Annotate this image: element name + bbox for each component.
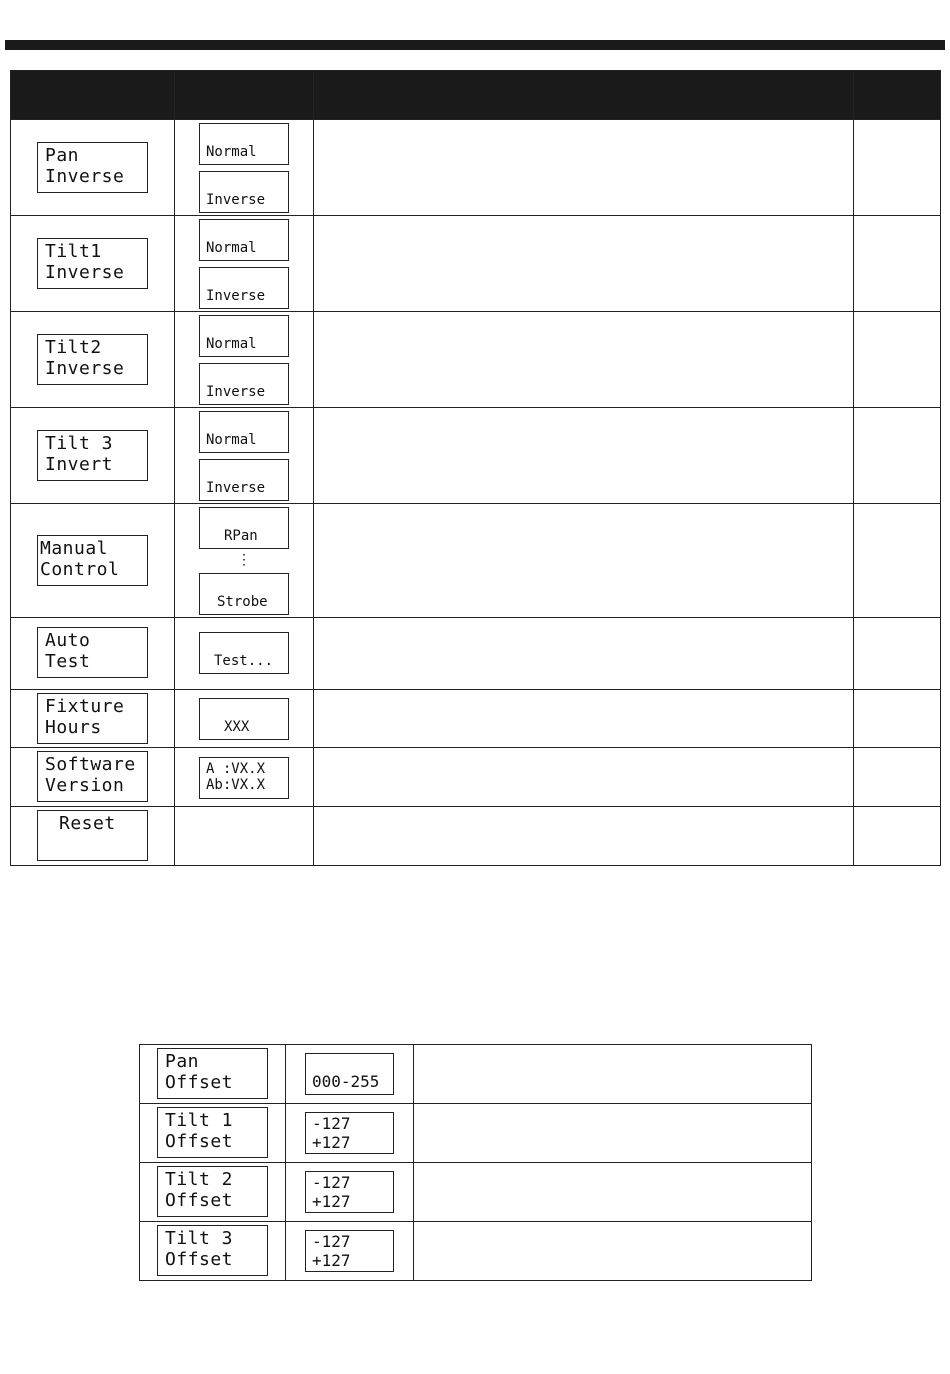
option-cell [175, 807, 314, 866]
lcd-menu-display[interactable]: Tilt1 Inverse [37, 238, 148, 289]
description-cell [414, 1163, 812, 1222]
value-cell [286, 1163, 414, 1222]
menu-cell [11, 807, 175, 866]
table-row [11, 618, 941, 690]
lcd-option-display[interactable]: RPan [199, 507, 289, 549]
header-cell [314, 71, 854, 120]
menu-cell [11, 618, 175, 690]
lcd-menu-display[interactable]: Software Version [37, 751, 148, 802]
lcd-option-display[interactable]: A :VX.X Ab:VX.X [199, 757, 289, 799]
lcd-menu-display[interactable]: Pan Offset [157, 1048, 268, 1099]
table-row [11, 748, 941, 807]
lcd-menu-display[interactable]: Tilt 2 Offset [157, 1166, 268, 1217]
description-cell [314, 312, 854, 408]
option-cell [175, 408, 314, 504]
menu-table-header [11, 71, 941, 120]
default-cell [854, 690, 941, 748]
option-cell [175, 618, 314, 690]
top-rule [5, 40, 945, 50]
menu-cell [11, 690, 175, 748]
lcd-option-display[interactable]: Strobe [199, 573, 289, 615]
lcd-option-display[interactable]: Inverse [199, 267, 289, 309]
menu-cell [11, 120, 175, 216]
description-cell [314, 690, 854, 748]
ellipsis-icon: ⋮ [237, 552, 251, 568]
lcd-option-display[interactable]: Normal [199, 411, 289, 453]
table-row [11, 807, 941, 866]
default-cell [854, 120, 941, 216]
value-cell [286, 1104, 414, 1163]
lcd-menu-display[interactable]: Tilt 3 Invert [37, 430, 148, 481]
lcd-option-display[interactable]: Normal [199, 315, 289, 357]
menu-cell [140, 1222, 286, 1281]
description-cell [314, 408, 854, 504]
menu-table [10, 70, 941, 866]
lcd-option-display[interactable]: Inverse [199, 459, 289, 501]
default-cell [854, 748, 941, 807]
table-row [11, 120, 941, 216]
description-cell [314, 120, 854, 216]
option-cell [175, 748, 314, 807]
description-cell [414, 1045, 812, 1104]
table-row [140, 1222, 812, 1281]
default-cell [854, 504, 941, 618]
lcd-value-display[interactable]: 000-255 [305, 1053, 394, 1095]
value-cell [286, 1222, 414, 1281]
lcd-value-display[interactable]: -127 +127 [305, 1171, 394, 1213]
lcd-menu-display[interactable]: Auto Test [37, 627, 148, 678]
lcd-option-display[interactable]: Inverse [199, 171, 289, 213]
menu-cell [11, 748, 175, 807]
default-cell [854, 618, 941, 690]
lcd-option-display[interactable]: XXX [199, 698, 289, 740]
menu-cell [140, 1045, 286, 1104]
lcd-menu-display[interactable]: Reset [37, 810, 148, 861]
menu-cell [11, 312, 175, 408]
description-cell [314, 618, 854, 690]
header-cell [175, 71, 314, 120]
table-row [140, 1163, 812, 1222]
menu-cell [11, 408, 175, 504]
table-row [11, 408, 941, 504]
lcd-option-display[interactable]: Normal [199, 219, 289, 261]
lcd-menu-display[interactable]: Fixture Hours [37, 693, 148, 744]
lcd-option-display[interactable]: Test... [199, 632, 289, 674]
table-row [11, 312, 941, 408]
menu-cell [11, 216, 175, 312]
menu-cell [140, 1104, 286, 1163]
lcd-menu-display[interactable]: Tilt 3 Offset [157, 1225, 268, 1276]
menu-cell [140, 1163, 286, 1222]
default-cell [854, 312, 941, 408]
lcd-option-display[interactable]: Inverse [199, 363, 289, 405]
option-cell [175, 312, 314, 408]
description-cell [314, 807, 854, 866]
option-cell [175, 120, 314, 216]
lcd-value-display[interactable]: -127 +127 [305, 1230, 394, 1272]
offset-table [139, 1044, 812, 1281]
option-cell [175, 504, 314, 618]
header-cell [11, 71, 175, 120]
description-cell [314, 216, 854, 312]
header-cell [854, 71, 941, 120]
lcd-menu-display[interactable]: Pan Inverse [37, 142, 148, 193]
table-row [140, 1104, 812, 1163]
lcd-menu-display[interactable]: Manual Control [37, 535, 148, 586]
table-row [140, 1045, 812, 1104]
lcd-option-display[interactable]: Normal [199, 123, 289, 165]
default-cell [854, 807, 941, 866]
default-cell [854, 216, 941, 312]
table-row [11, 690, 941, 748]
description-cell [314, 504, 854, 618]
table-row [11, 504, 941, 618]
menu-cell [11, 504, 175, 618]
description-cell [414, 1222, 812, 1281]
table-row [11, 216, 941, 312]
description-cell [314, 748, 854, 807]
option-cell [175, 216, 314, 312]
value-cell [286, 1045, 414, 1104]
lcd-menu-display[interactable]: Tilt2 Inverse [37, 334, 148, 385]
description-cell [414, 1104, 812, 1163]
lcd-menu-display[interactable]: Tilt 1 Offset [157, 1107, 268, 1158]
default-cell [854, 408, 941, 504]
option-cell [175, 690, 314, 748]
lcd-value-display[interactable]: -127 +127 [305, 1112, 394, 1154]
